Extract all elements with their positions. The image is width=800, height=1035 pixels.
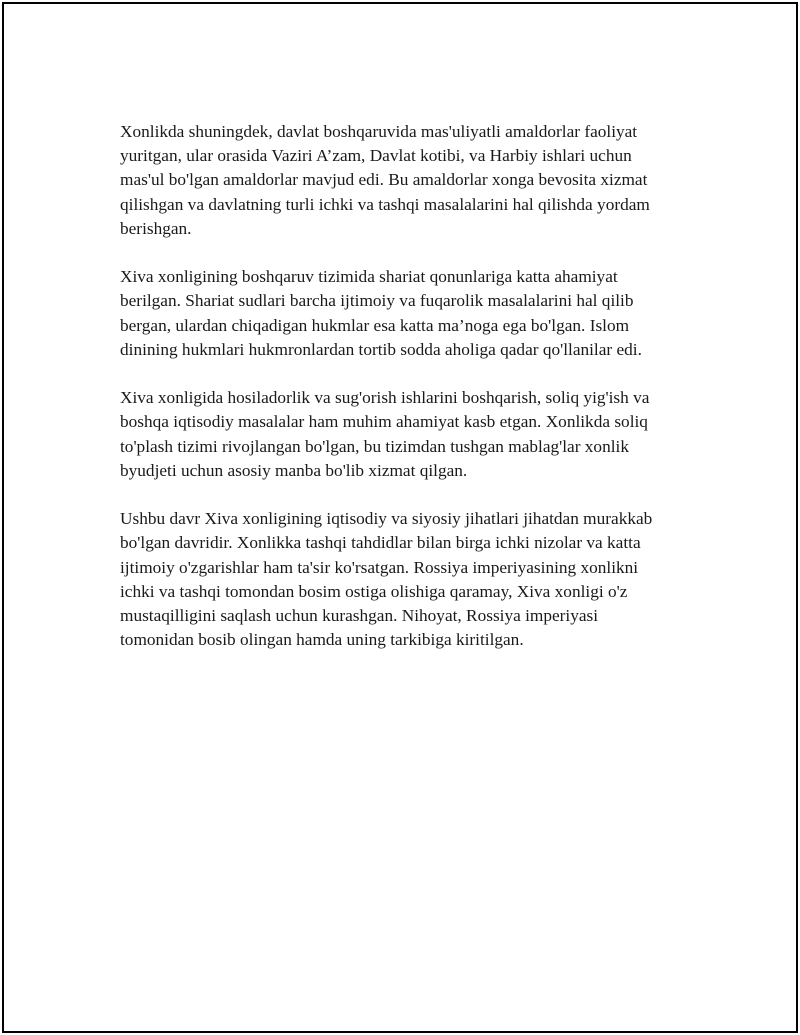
document-body xyxy=(120,120,700,677)
text-line: Xiva xonligining boshqaruv tizimida shariat qonunlariga katta ahamiyat xyxy=(120,267,618,287)
text-line: berishgan. xyxy=(120,218,192,238)
text-line: berilgan. Shariat sudlari barcha ijtimoiy va fuqarolik masalalarini hal qilib xyxy=(120,291,634,311)
text-line: Xonlikda shuningdek, davlat boshqaruvida mas'uliyatli amaldorlar faoliyat xyxy=(120,122,638,141)
text-line: bergan, ulardan chiqadigan hukmlar esa katta ma’noga ega bo'lgan. Islom xyxy=(120,315,630,335)
text-line: bo'lgan davridir. Xonlikka tashqi tahdidlar bilan birga ichki nizolar va katta xyxy=(120,533,641,553)
text-line: Xiva xonligida hosiladorlik va sug'orish ishlarini boshqarish, soliq yig'ish va xyxy=(120,388,650,408)
paragraph-4 xyxy=(120,507,700,652)
text-line: to'plash tizimi rivojlangan bo'lgan, bu tizimdan tushgan mablag'lar xonlik xyxy=(120,436,629,456)
text-line: tomonidan bosib olingan hamda uning tarkibiga kiritilgan. xyxy=(120,630,524,650)
document-page xyxy=(2,2,798,1033)
paragraph-2 xyxy=(120,265,700,362)
paragraph-3 xyxy=(120,386,700,483)
text-line: mustaqilligini saqlash uchun kurashgan. Nihoyat, Rossiya imperiyasi xyxy=(120,606,599,626)
text-line: qilishgan va davlatning turli ichki va tashqi masalalarini hal qilishda yordam xyxy=(120,194,650,214)
text-line: dinining hukmlari hukmronlardan tortib sodda aholiga qadar qo'llanilar edi. xyxy=(120,339,642,359)
text-line: ijtimoiy o'zgarishlar ham ta'sir ko'rsatgan. Rossiya imperiyasining xonlikni xyxy=(120,557,639,577)
text-line: yuritgan, ular orasida Vaziri A’zam, Davlat kotibi, va Harbiy ishlari uchun xyxy=(120,146,632,166)
text-line: byudjeti uchun asosiy manba bo'lib xizmat qilgan. xyxy=(120,460,468,480)
paragraph-1 xyxy=(120,120,700,241)
text-line: boshqa iqtisodiy masalalar ham muhim ahamiyat kasb etgan. Xonlikda soliq xyxy=(120,412,648,432)
text-line: Ushbu davr Xiva xonligining iqtisodiy va siyosiy jihatlari jihatdan murakkab xyxy=(120,509,653,529)
text-line: mas'ul bo'lgan amaldorlar mavjud edi. Bu amaldorlar xonga bevosita xizmat xyxy=(120,170,648,190)
text-line: ichki va tashqi tomondan bosim ostiga olishiga qaramay, Xiva xonligi o'z xyxy=(120,581,628,601)
